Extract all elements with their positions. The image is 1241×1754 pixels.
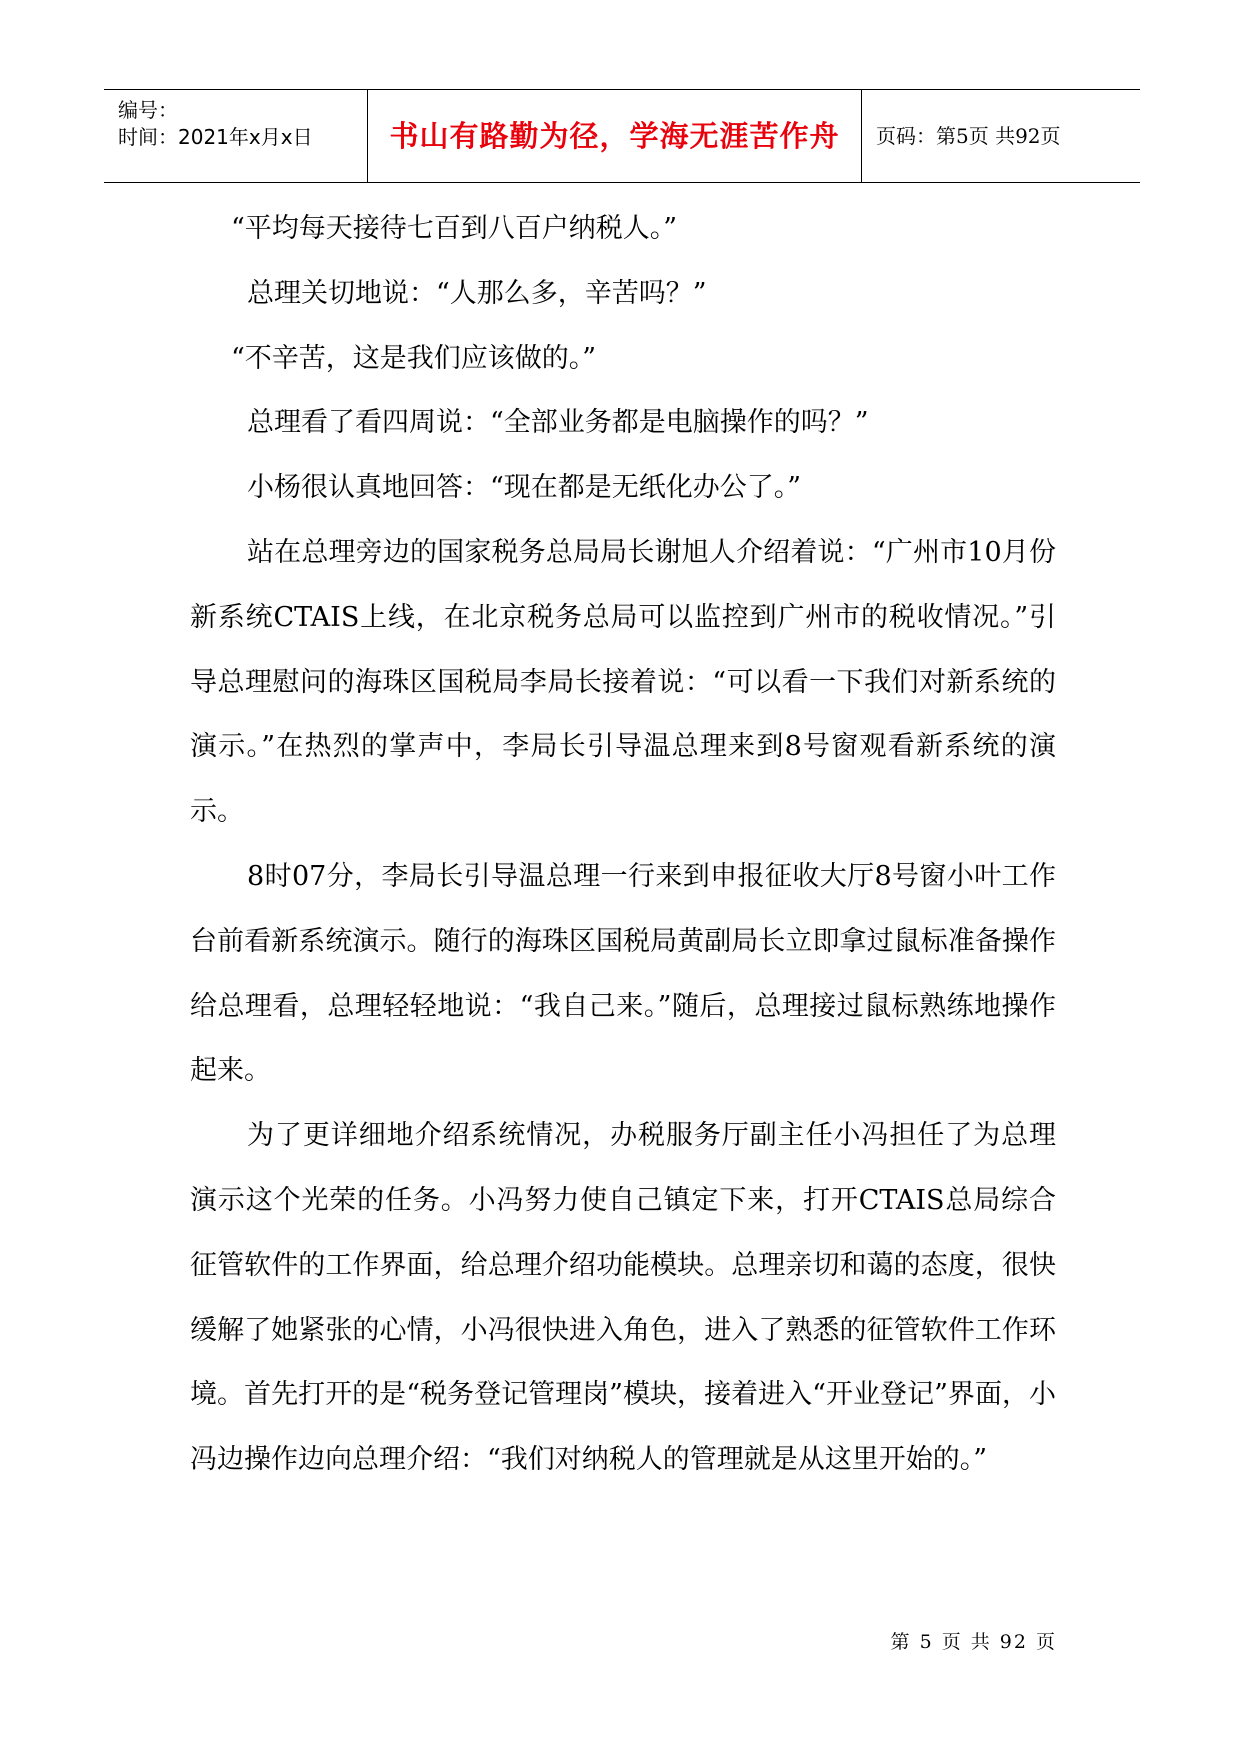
paragraph: “不辛苦，这是我们应该做的。” (231, 342, 597, 374)
header-page-info: 页码：第5页 共92页 (876, 123, 1061, 148)
header-page-cell (862, 90, 1140, 182)
header-motto-cell (368, 90, 862, 182)
paragraph: “平均每天接待七百到八百户纳税人。” (231, 213, 678, 244)
time-label: 时间：2021年x月x日 (118, 125, 313, 149)
paragraph: 8时07分，李局长引导温总理一行来到申报征收大厅8号窗小叶工作台前看新系统演示。随行的海珠区国税局黄副局长立即拿过鼠标准备操作给总理看，总理轻轻地说：“我自己来。”随后，总理接过鼠标熟练地操作起来。 (190, 860, 1056, 1087)
number-label: 编号： (118, 98, 178, 122)
header-meta-cell (104, 90, 368, 182)
document-body (190, 197, 1056, 1493)
paragraph: 为了更详细地介绍系统情况，办税服务厅副主任小冯担任了为总理演示这个光荣的任务。小冯努力使自己镇定下来，打开CTAIS总局综合征管软件的工作界面，给总理介绍功能模块。总理亲切和蔼的态度，很快缓解了她紧张的心情，小冯很快进入角色，进入了熟悉的征管软件工作环境。首先打开的是“税务登记管理岗”模块，接着进入“开业登记”界面，小冯边操作边向总理介绍：“我们对纳税人的管理就是从这里开始的。” (190, 1120, 1056, 1476)
motto-text: 书山有路勤为径，学海无涯苦作舟 (389, 118, 840, 153)
document-header (104, 89, 1140, 183)
paragraph: 总理关切地说：“人那么多，辛苦吗？” (247, 277, 707, 309)
page-footer: 第 5 页 共 92 页 (890, 1631, 1057, 1653)
paragraph: 站在总理旁边的国家税务总局局长谢旭人介绍着说：“广州市10月份新系统CTAIS上线，在北京税务总局可以监控到广州市的税收情况。”引导总理慰问的海珠区国税局李局长接着说：“可以看一下我们对新系统的演示。”在热烈的掌声中，李局长引导温总理来到8号窗观看新系统的演示。 (190, 536, 1056, 828)
paragraph: 总理看了看四周说：“全部业务都是电脑操作的吗？” (247, 407, 869, 439)
paragraph: 小杨很认真地回答：“现在都是无纸化办公了。” (247, 472, 802, 504)
